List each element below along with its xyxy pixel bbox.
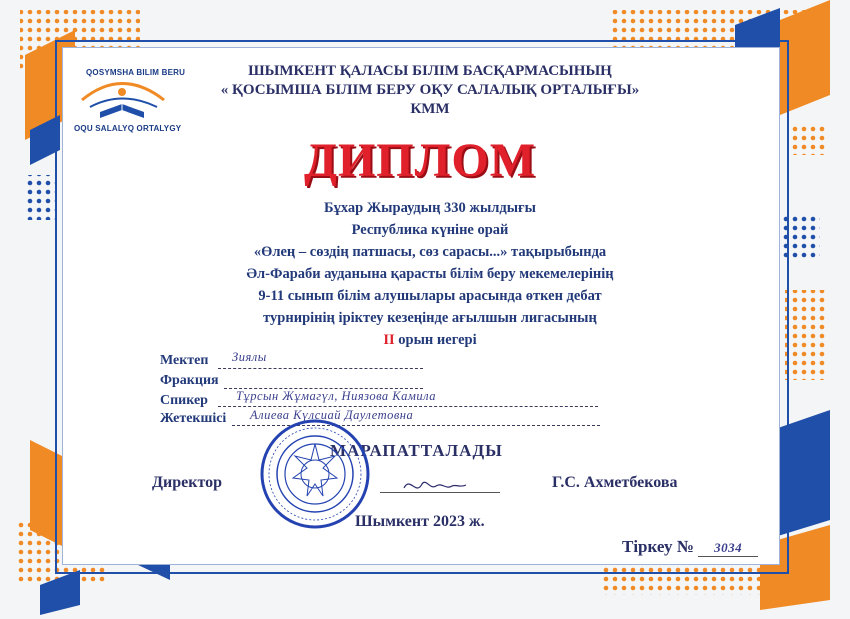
header-line-3: КММ (410, 101, 450, 117)
faction-label: Фракция (160, 373, 219, 388)
registration-field (622, 537, 758, 557)
director-label: Директор (152, 474, 222, 491)
header-line-2: « ҚОСЫМША БІЛІМ БЕРУ ОҚУ САЛАЛЫҚ ОРТАЛЫҒЫ» (220, 82, 640, 98)
place-text: орын иегері (394, 332, 477, 348)
body-line-2: Республика күніне орай (351, 222, 509, 238)
logo-bottom-text: OQU SALALYQ ORTALYGY (74, 124, 182, 133)
supervisor-value: Алиева Күлсиай Даулетовна (250, 408, 414, 422)
school-label: Мектеп (160, 353, 209, 368)
place-line (170, 332, 690, 349)
body-line-5: 9-11 сынып білім алушылары арасында өткен дебат (258, 288, 602, 304)
header-line-1: ШЫМКЕНТ ҚАЛАСЫ БІЛІМ БАСҚАРМАСЫНЫҢ (248, 63, 612, 79)
city-year: Шымкент 2023 ж. (355, 513, 485, 530)
director-name: Г.С. Ахметбекова (552, 474, 678, 491)
school-value: Зиялы (232, 350, 267, 364)
director-signature-icon (400, 474, 470, 498)
speaker-value: Тұрсын Жұмагүл, Ниязова Камила (236, 389, 436, 403)
speaker-label: Спикер (160, 393, 208, 408)
registration-label: Тіркеу № (622, 537, 694, 556)
logo-top-text: QOSYMSHA BILIM BERU (86, 68, 186, 77)
body-line-1: Бұхар Жыраудың 330 жылдығы (324, 200, 536, 216)
diploma-title: ДИПЛОМ (303, 134, 537, 187)
supervisor-label: Жетекшісі (160, 411, 227, 426)
body-line-3: «Өлең – сөздің патшасы, сөз сарасы...» тақырыбында (253, 244, 607, 260)
speaker-line (218, 406, 598, 407)
body-line-6: турнирінің іріктеу кезеңінде ағылшын лигасының (263, 310, 597, 326)
school-line (218, 368, 423, 369)
award-text: МАРАПАТТАЛАДЫ (330, 441, 503, 460)
registration-number: 3034 (698, 540, 758, 557)
body-line-4: Әл-Фараби ауданына қарасты білім беру мекемелерінің (246, 266, 614, 282)
place-number: II (383, 332, 395, 348)
